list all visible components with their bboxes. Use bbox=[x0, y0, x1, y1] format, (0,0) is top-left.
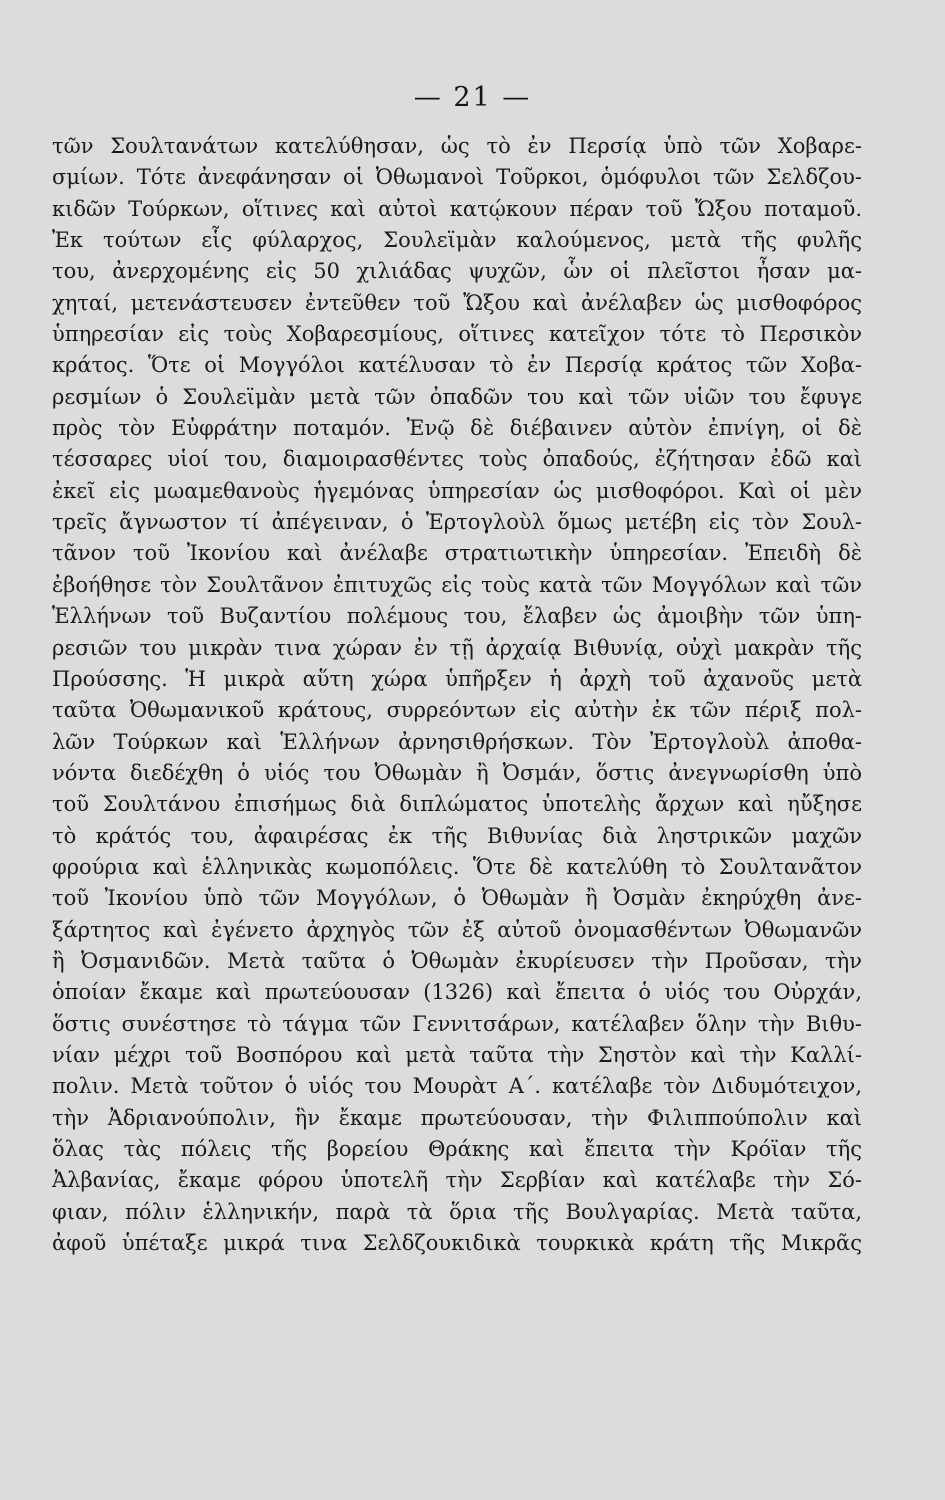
text-line: νόντα διεδέχθη ὁ υἱός του Ὀθωμὰν ἢ Ὀσμάν, ὅστις ἀνεγνωρίσθη ὑπὸ bbox=[52, 760, 862, 785]
text-line: τᾶνον τοῦ Ἰκονίου καὶ ἀνέλαβε στρατιωτικὴν ὑπηρεσίαν. Ἐπειδὴ δὲ bbox=[52, 541, 862, 566]
text-line: του, ἀνερχομένης εἰς 50 χιλιάδας ψυχῶν, ὧν οἱ πλεῖστοι ἦσαν μα- bbox=[52, 259, 862, 284]
text-line: Ἑλλήνων τοῦ Βυζαντίου πολέμους του, ἔλαβεν ὡς ἀμοιβὴν τῶν ὑπη- bbox=[52, 604, 862, 629]
text-line: Ἐκ τούτων εἷς φύλαρχος, Σουλεϊμὰν καλούμενος, μετὰ τῆς φυλῆς bbox=[52, 228, 862, 253]
text-line: τοῦ Ἰκονίου ὑπὸ τῶν Μογγόλων, ὁ Ὀθωμὰν ἢ Ὀσμὰν ἐκηρύχθη ἀνε- bbox=[52, 886, 862, 911]
text-line: λῶν Τούρκων καὶ Ἑλλήνων ἀρνησιθρήσκων. Τὸν Ἐρτογλοὺλ ἀποθα- bbox=[52, 729, 862, 754]
text-line: τοῦ Σουλτάνου ἐπισήμως διὰ διπλώματος ὑποτελὴς ἄρχων καὶ ηὔξησε bbox=[52, 792, 862, 817]
text-line: πρὸς τὸν Εὐφράτην ποταμόν. Ἐνῷ δὲ διέβαινεν αὐτὸν ἐπνίγη, οἱ δὲ bbox=[52, 416, 862, 441]
text-line: κιδῶν Τούρκων, οἵτινες καὶ αὐτοὶ κατῴκουν πέραν τοῦ Ὤξου ποταμοῦ. bbox=[52, 196, 862, 221]
text-line: ὑπηρεσίαν εἰς τοὺς Χοβαρεσμίους, οἵτινες κατεῖχον τότε τὸ Περσικὸν bbox=[52, 322, 862, 347]
text-line: ἐβοήθησε τὸν Σουλτᾶνον ἐπιτυχῶς εἰς τοὺς κατὰ τῶν Μογγόλων καὶ τῶν bbox=[52, 572, 862, 597]
text-line: τὸ κράτός του, ἀφαιρέσας ἐκ τῆς Βιθυνίας διὰ ληστρικῶν μαχῶν bbox=[52, 823, 862, 848]
text-line: νίαν μέχρι τοῦ Βοσπόρου καὶ μετὰ ταῦτα τὴν Σηστὸν καὶ τὴν Καλλί- bbox=[52, 1042, 862, 1067]
text-line: ἐκεῖ εἰς μωαμεθανοὺς ἡγεμόνας ὑπηρεσίαν ὡς μισθοφόροι. Καὶ οἱ μὲν bbox=[52, 478, 862, 503]
text-line: Προύσσης. Ἡ μικρὰ αὕτη χώρα ὑπῆρξεν ἡ ἀρχὴ τοῦ ἀχανοῦς μετὰ bbox=[52, 666, 862, 691]
text-line: φιαν, πόλιν ἑλληνικήν, παρὰ τὰ ὅρια τῆς Βουλγαρίας. Μετὰ ταῦτα, bbox=[52, 1199, 862, 1224]
text-line: σμίων. Τότε ἀνεφάνησαν οἱ Ὀθωμανοὶ Τοῦρκοι, ὁμόφυλοι τῶν Σελδζου- bbox=[52, 165, 862, 190]
text-line: πολιν. Μετὰ τοῦτον ὁ υἱός του Μουρὰτ Α΄. κατέλαβε τὸν Διδυμότειχον, bbox=[52, 1074, 862, 1099]
text-line: ταῦτα Ὀθωμανικοῦ κράτους, συρρεόντων εἰς αὐτὴν ἐκ τῶν πέριξ πολ- bbox=[52, 698, 862, 723]
text-line: τέσσαρες υἱοί του, διαμοιρασθέντες τοὺς ὀπαδούς, ἐζήτησαν ἐδῶ καὶ bbox=[52, 447, 862, 472]
text-line: ὁποίαν ἔκαμε καὶ πρωτεύουσαν (1326) καὶ ἔπειτα ὁ υἱός του Οὐρχάν, bbox=[52, 980, 862, 1005]
text-line: ρεσμίων ὁ Σουλεϊμὰν μετὰ τῶν ὀπαδῶν του καὶ τῶν υἱῶν του ἔφυγε bbox=[52, 384, 862, 409]
text-line: τῶν Σουλτανάτων κατελύθησαν, ὡς τὸ ἐν Περσίᾳ ὑπὸ τῶν Χοβαρε- bbox=[52, 134, 862, 158]
text-line: τὴν Ἀδριανούπολιν, ἣν ἔκαμε πρωτεύουσαν, τὴν Φιλιππούπολιν καὶ bbox=[52, 1105, 862, 1130]
page-number: — 21 — bbox=[413, 82, 532, 113]
text-line: ἢ Ὀσμανιδῶν. Μετὰ ταῦτα ὁ Ὀθωμὰν ἐκυρίευσεν τὴν Προῦσαν, τὴν bbox=[52, 948, 862, 973]
text-line: ὅλας τὰς πόλεις τῆς βορείου Θράκης καὶ ἔπειτα τὴν Κρόϊαν τῆς bbox=[52, 1137, 862, 1161]
body-text bbox=[52, 131, 862, 1259]
text-line: τρεῖς ἄγνωστον τί ἀπέγειναν, ὁ Ἐρτογλοὺλ ὅμως μετέβη εἰς τὸν Σουλ- bbox=[52, 510, 862, 535]
text-line: Ἀλβανίας, ἔκαμε φόρου ὑποτελῆ τὴν Σερβίαν καὶ κατέλαβε τὴν Σό- bbox=[52, 1168, 862, 1193]
text-line: ἀφοῦ ὑπέταξε μικρά τινα Σελδζουκιδικὰ τουρκικὰ κράτη τῆς Μικρᾶς bbox=[52, 1231, 862, 1256]
text-line: ὅστις συνέστησε τὸ τάγμα τῶν Γεννιτσάρων, κατέλαβεν ὅλην τὴν Βιθυ- bbox=[52, 1011, 862, 1036]
text-line: φρούρια καὶ ἑλληνικὰς κωμοπόλεις. Ὅτε δὲ κατελύθη τὸ Σουλτανᾶτον bbox=[52, 854, 862, 879]
text-line: ξάρτητος καὶ ἐγένετο ἀρχηγὸς τῶν ἐξ αὐτοῦ ὀνομασθέντων Ὀθωμανῶν bbox=[52, 917, 862, 942]
text-line: ρεσιῶν του μικρὰν τινα χώραν ἐν τῇ ἀρχαίᾳ Βιθυνίᾳ, οὐχὶ μακρὰν τῆς bbox=[52, 635, 862, 660]
text-line: χηταί, μετενάστευσεν ἐντεῦθεν τοῦ Ὤξου καὶ ἀνέλαβεν ὡς μισθοφόρος bbox=[52, 290, 862, 315]
text-line: κράτος. Ὅτε οἱ Μογγόλοι κατέλυσαν τὸ ἐν Περσίᾳ κράτος τῶν Χοβα- bbox=[52, 353, 862, 378]
